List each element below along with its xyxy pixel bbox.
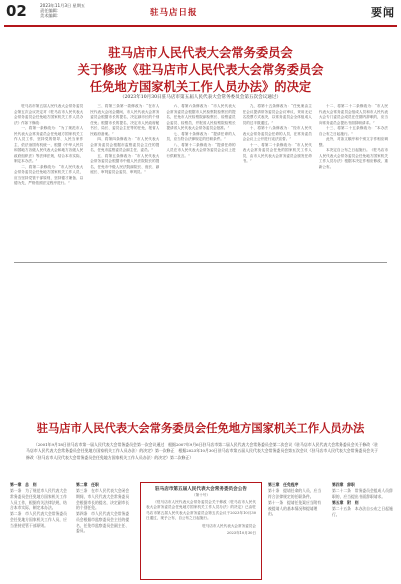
paragraph: 十二、将第二十二条修改为：“市人民代表大会常务委员会组成人员和市人民代表大会专门委员会成员在任期内辞职的，应当向常务委员会提出书面辞职请求。” (318, 104, 389, 125)
issue-designer: 美术编辑： (40, 13, 61, 19)
issue-editor: 责任编辑： (40, 8, 61, 14)
full-text-column (10, 482, 70, 580)
headline-line-1: 驻马店市人民代表大会常务委员会 (108, 45, 293, 60)
issue-date: 2023年11月3日 星期五 (40, 3, 86, 8)
full-text-title: 驻马店市人民代表大会常务委员会任免地方国家机关工作人员办法 (36, 421, 365, 435)
announcement-heading: 驻马店市第五届人民代表大会常务委员会公告 (155, 487, 247, 492)
paragraph: 第四条 市人民代表大会常务委员会根据市监察委员会主任的提名，任免市监察委员会副主任、委员。 (76, 511, 130, 534)
page-number: 02 (6, 2, 27, 20)
full-text-column (76, 482, 132, 580)
newspaper-logo: 驻马店日报 (150, 8, 198, 18)
decision-column (90, 104, 159, 256)
paragraph: 一、将第一条修改为：“为了规范市人民代表大会常务委员会任免地方国家机关工作人员工作，坚持党的领导、人民当家作主、依法治国有机统一，根据《中华人民共和国地方各级人民代表大会和地方各级人民政府组织法》等法律法规，结合本市实际，制定本办法。” (14, 126, 84, 163)
full-text-column (268, 482, 324, 580)
chapter-heading: 第四章 辞职 (332, 482, 355, 487)
paragraph: 第二十五条 本办法自公布之日起施行。 (332, 505, 393, 517)
divider (14, 262, 387, 263)
chapter-heading: 第五章 附 则 (332, 499, 359, 505)
paragraph: 九、将第十五条修改为：“任免案由主任会议提请常务委员会会议审议，采用无记名投票方式表决，以常务委员会全体组成人员的过半数通过。” (242, 104, 312, 125)
announcement-box (140, 482, 262, 580)
announcement-signer: 驻马店市人民代表大会常务委员会 (202, 523, 256, 528)
decision-column (14, 104, 83, 256)
headline-line-3: 任免地方国家机关工作人员办法》的决定 (89, 79, 312, 94)
paragraph: 三、将第三条第一款修改为：“在市人民代表大会闭会期间，市人民代表大会常务委员会根据市长的提名，决定副市长的个别任免；根据市长的提名，决定市人民政府秘书长、局长、委员会主任等的任免，报省人民政府备案。” (90, 104, 160, 136)
chapter-heading: 第一章 总 则 (10, 482, 37, 487)
paragraph: 七、将第十条修改为：“提请任命的人员，应当符合法律规定的任职条件。” (166, 131, 236, 141)
paragraph: 八、将第十二条修改为：“提请任命的人员在市人民代表大会常务委员会会议上进行供职发言。” (166, 142, 236, 158)
paragraph: 十三、将第二十五条修改为：“本办法自公布之日起施行。” (318, 126, 389, 136)
announcement-body: 《驻马店市人民代表大会常务委员会关于修改〈驻马店市人民代表大会常务委员会任免地方国家机关工作人员办法〉的决定》已由驻马店市第五届人民代表大会常务委员会第五次会议于2023年10月30日通过，现予公布，自公布之日起施行。 (146, 500, 256, 521)
decision-column (319, 104, 388, 256)
adoption-note: （2023年10月30日驻马店市第五届人民代表大会常务委员会第五次会议通过） (119, 95, 282, 100)
paragraph: 十一、将第二十条修改为：“市人民代表大会常务委员会任免的国家机关工作人员，由市人民代表大会常务委员会颁发任命书。” (242, 142, 312, 163)
paragraph: 此外，对条文顺序和个别文字作相应调整。 (318, 137, 389, 147)
paragraph: 第一条 为了规范市人民代表大会常务委员会任免地方国家机关工作人员工作，根据有关法律法规，结合本市实际，制定本办法。 (10, 488, 67, 511)
paragraph: 第三条 在市人民代表大会闭会期间，市人民代表大会常务委员会根据市长的提名，决定副市长的个别任免。 (76, 488, 130, 511)
section-name: 要闻 (371, 6, 395, 19)
headline-line-2: 关于修改《驻马店市人民代表大会常务委员会 (77, 62, 324, 77)
paragraph: 十、将第十八条修改为：“经市人民代表大会常务委员会任命的人员，在常务委员会会议上公开进行宪法宣誓。” (242, 126, 312, 141)
chapter-heading: 第三章 任免程序 (268, 482, 299, 487)
paragraph: 第二十二条 常务委员会组成人员辞职的，应当提出书面辞职请求。 (332, 488, 393, 499)
decision-column (243, 104, 312, 256)
paragraph: 本决定自公布之日起施行。《驻马店市人民代表大会常务委员会任免地方国家机关工作人员办法》根据本决定作相应修改，重新公布。 (318, 148, 389, 169)
chapter-heading: 第二章 任职 (76, 482, 99, 487)
paragraph: 四、将第四条修改为：“市人民代表大会常务委员会根据市监察委员会主任的提名，任免市监察委员会副主任、委员。” (90, 137, 160, 152)
full-text-column (332, 482, 394, 580)
paragraph: 第十条 提请任命的人员，应当符合法律规定的任职条件。 (268, 488, 322, 499)
announcement-date: 2023年10月30日 (226, 531, 256, 536)
paragraph: 五、将第五条修改为：“市人民代表大会常务委员会根据市中级人民法院院长的提名，任免市中级人民法院副院长、庭长、副庭长、审判委员会委员、审判员。” (90, 153, 160, 174)
masthead (0, 0, 401, 28)
full-text-intro: （2001年9月18日驻马店市第一届人民代表大会常务委员会第一次会议通过 根据2007年9月6日驻马店市第二届人民代表大会常务委员会第二次会议《驻马店市人民代表大会常务委员会关于修改〈驻马店市人民代表大会常务委员会任免地方国家机关工作人员办法〉的决定》第一次修正 根据2023年10月30日驻马店市第五届人民代表大会常务委员会第五次会议《驻马店市人民代表大会常务委员会关于修改〈驻马店市人民代表大会常务委员会任免地方国家机关工作人员办法〉的决定》第二次修正） (26, 442, 378, 460)
decision-body (14, 104, 388, 256)
issue-meta (40, 3, 85, 19)
masthead-rule (4, 25, 397, 27)
paragraph: 第二条 市人民代表大会常务委员会任免地方国家机关工作人员，应当坚持党管干部原则。 (10, 511, 67, 528)
decision-column (166, 104, 235, 256)
paragraph: 第十一条 提请任免案应当附有被提请人的基本情况和提请理由。 (268, 499, 322, 517)
paragraph: 二、将第二条修改为：“市人民代表大会常务委员会任免地方国家机关工作人员，应当坚持党管干部原则，坚持德才兼备、以德为先，严格依照法定程序进行。” (14, 164, 84, 185)
paragraph: 驻马店市第五届人民代表大会常务委员会第五次会议决定对《驻马店市人民代表大会常务委员会任免地方国家机关工作人员办法》作如下修改： (14, 104, 84, 125)
paragraph: 六、将第六条修改为：“市人民代表大会常务委员会根据市人民检察院检察长的提名，任免市人民检察院副检察长、检察委员会委员、检察员，并报省人民检察院检察长提请省人民代表大会常务委员会批准。” (166, 104, 236, 130)
announcement-number: （第十号） (192, 493, 210, 497)
